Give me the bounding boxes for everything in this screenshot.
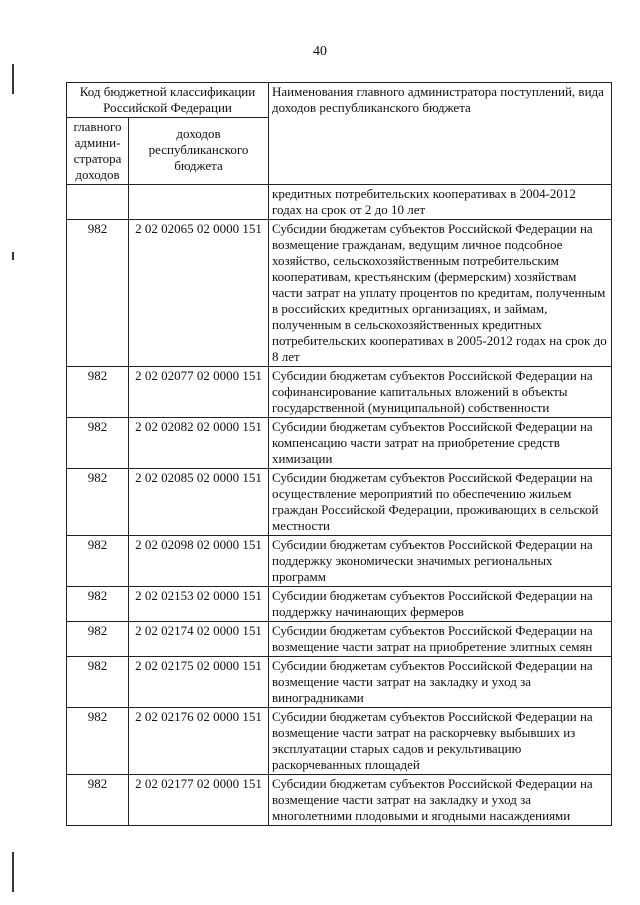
table-header-row: [67, 83, 612, 118]
revenue-name-cell: Субсидии бюджетам субъектов Российской Федерации на возмещение части затрат на закладку и уход за виноградниками: [269, 657, 612, 708]
revenue-name-cell: Субсидии бюджетам субъектов Российской Федерации на возмещение части затрат на закладку и уход за многолетними плодовыми и ягодными насаждениями: [269, 775, 612, 826]
revenue-code-cell: 2 02 02085 02 0000 151: [129, 469, 269, 536]
admin-code-cell: 982: [67, 708, 129, 775]
admin-code-cell: 982: [67, 587, 129, 622]
revenue-code-cell: 2 02 02065 02 0000 151: [129, 220, 269, 367]
revenue-name-cell: Субсидии бюджетам субъектов Российской Федерации на осуществление мероприятий по обеспечению жильем граждан Российской Федерации, проживающих в сельской местности: [269, 469, 612, 536]
page-number: 40: [313, 44, 327, 59]
table-row: [67, 469, 612, 536]
revenue-name-cell: кредитных потребительских кооперативах в 2004-2012 годах на срок от 2 до 10 лет: [269, 185, 612, 220]
name-column-header: Наименования главного администратора поступлений, вида доходов республиканского бюджета: [269, 83, 612, 185]
revenue-code-cell: 2 02 02077 02 0000 151: [129, 367, 269, 418]
revenue-name-cell: Субсидии бюджетам субъектов Российской Федерации на поддержку экономически значимых региональных программ: [269, 536, 612, 587]
table-row: [67, 708, 612, 775]
table-row: [67, 185, 612, 220]
revenue-name-cell: Субсидии бюджетам субъектов Российской Федерации на софинансирование капитальных вложений в объекты государственной (муниципальной) собственности: [269, 367, 612, 418]
admin-code-cell: 982: [67, 418, 129, 469]
revenue-code-cell: 2 02 02174 02 0000 151: [129, 622, 269, 657]
admin-code-cell: 982: [67, 367, 129, 418]
table-row: [67, 775, 612, 826]
table-row: [67, 536, 612, 587]
table-row: [67, 622, 612, 657]
budget-classification-table: [66, 82, 612, 826]
table-row: [67, 657, 612, 708]
scan-mark-bottom: [12, 852, 14, 892]
admin-code-cell: 982: [67, 622, 129, 657]
admin-code-cell: 982: [67, 536, 129, 587]
revenue-code-cell: 2 02 02175 02 0000 151: [129, 657, 269, 708]
revenue-code-cell: 2 02 02176 02 0000 151: [129, 708, 269, 775]
table-row: [67, 587, 612, 622]
admin-code-cell: 982: [67, 469, 129, 536]
revenue-code-cell: 2 02 02177 02 0000 151: [129, 775, 269, 826]
revenue-name-cell: Субсидии бюджетам субъектов Российской Федерации на компенсацию части затрат на приобретение средств химизации: [269, 418, 612, 469]
kbk-title-header: Код бюджетной классификации Российской Федерации: [67, 83, 269, 118]
table-row: [67, 367, 612, 418]
table-row: [67, 220, 612, 367]
table-row: [67, 418, 612, 469]
scan-mark-middle: [12, 252, 14, 260]
revenue-name-cell: Субсидии бюджетам субъектов Российской Федерации на возмещение части затрат на раскорчевку выбывших из эксплуатации старых садов и рекультивацию раскорчеванных площадей: [269, 708, 612, 775]
revenue-name-cell: Субсидии бюджетам субъектов Российской Федерации на возмещение части затрат на приобретение элитных семян: [269, 622, 612, 657]
revenue-name-cell: Субсидии бюджетам субъектов Российской Федерации на поддержку начинающих фермеров: [269, 587, 612, 622]
admin-code-cell: 982: [67, 657, 129, 708]
revenue-name-cell: Субсидии бюджетам субъектов Российской Федерации на возмещение гражданам, ведущим личное подсобное хозяйство, сельскохозяйственным потребительским кооперативам, крестьянским (фермерским) хозяйствам части затрат на уплату процентов по кредитам, полученным в российских кредитных организациях, и займам, полученным в сельскохозяйственных кредитных потребительских кооперативах в 2005-2012 годах на срок до 8 лет: [269, 220, 612, 367]
main-admin-column-header: главного админи-стратора доходов: [67, 118, 129, 185]
admin-code-cell: 982: [67, 220, 129, 367]
admin-code-cell: 982: [67, 775, 129, 826]
admin-code-cell: [67, 185, 129, 220]
revenue-code-cell: 2 02 02082 02 0000 151: [129, 418, 269, 469]
scan-mark-top: [12, 64, 14, 94]
revenue-code-cell: 2 02 02153 02 0000 151: [129, 587, 269, 622]
revenue-column-header: доходов республиканского бюджета: [129, 118, 269, 185]
revenue-code-cell: [129, 185, 269, 220]
revenue-code-cell: 2 02 02098 02 0000 151: [129, 536, 269, 587]
